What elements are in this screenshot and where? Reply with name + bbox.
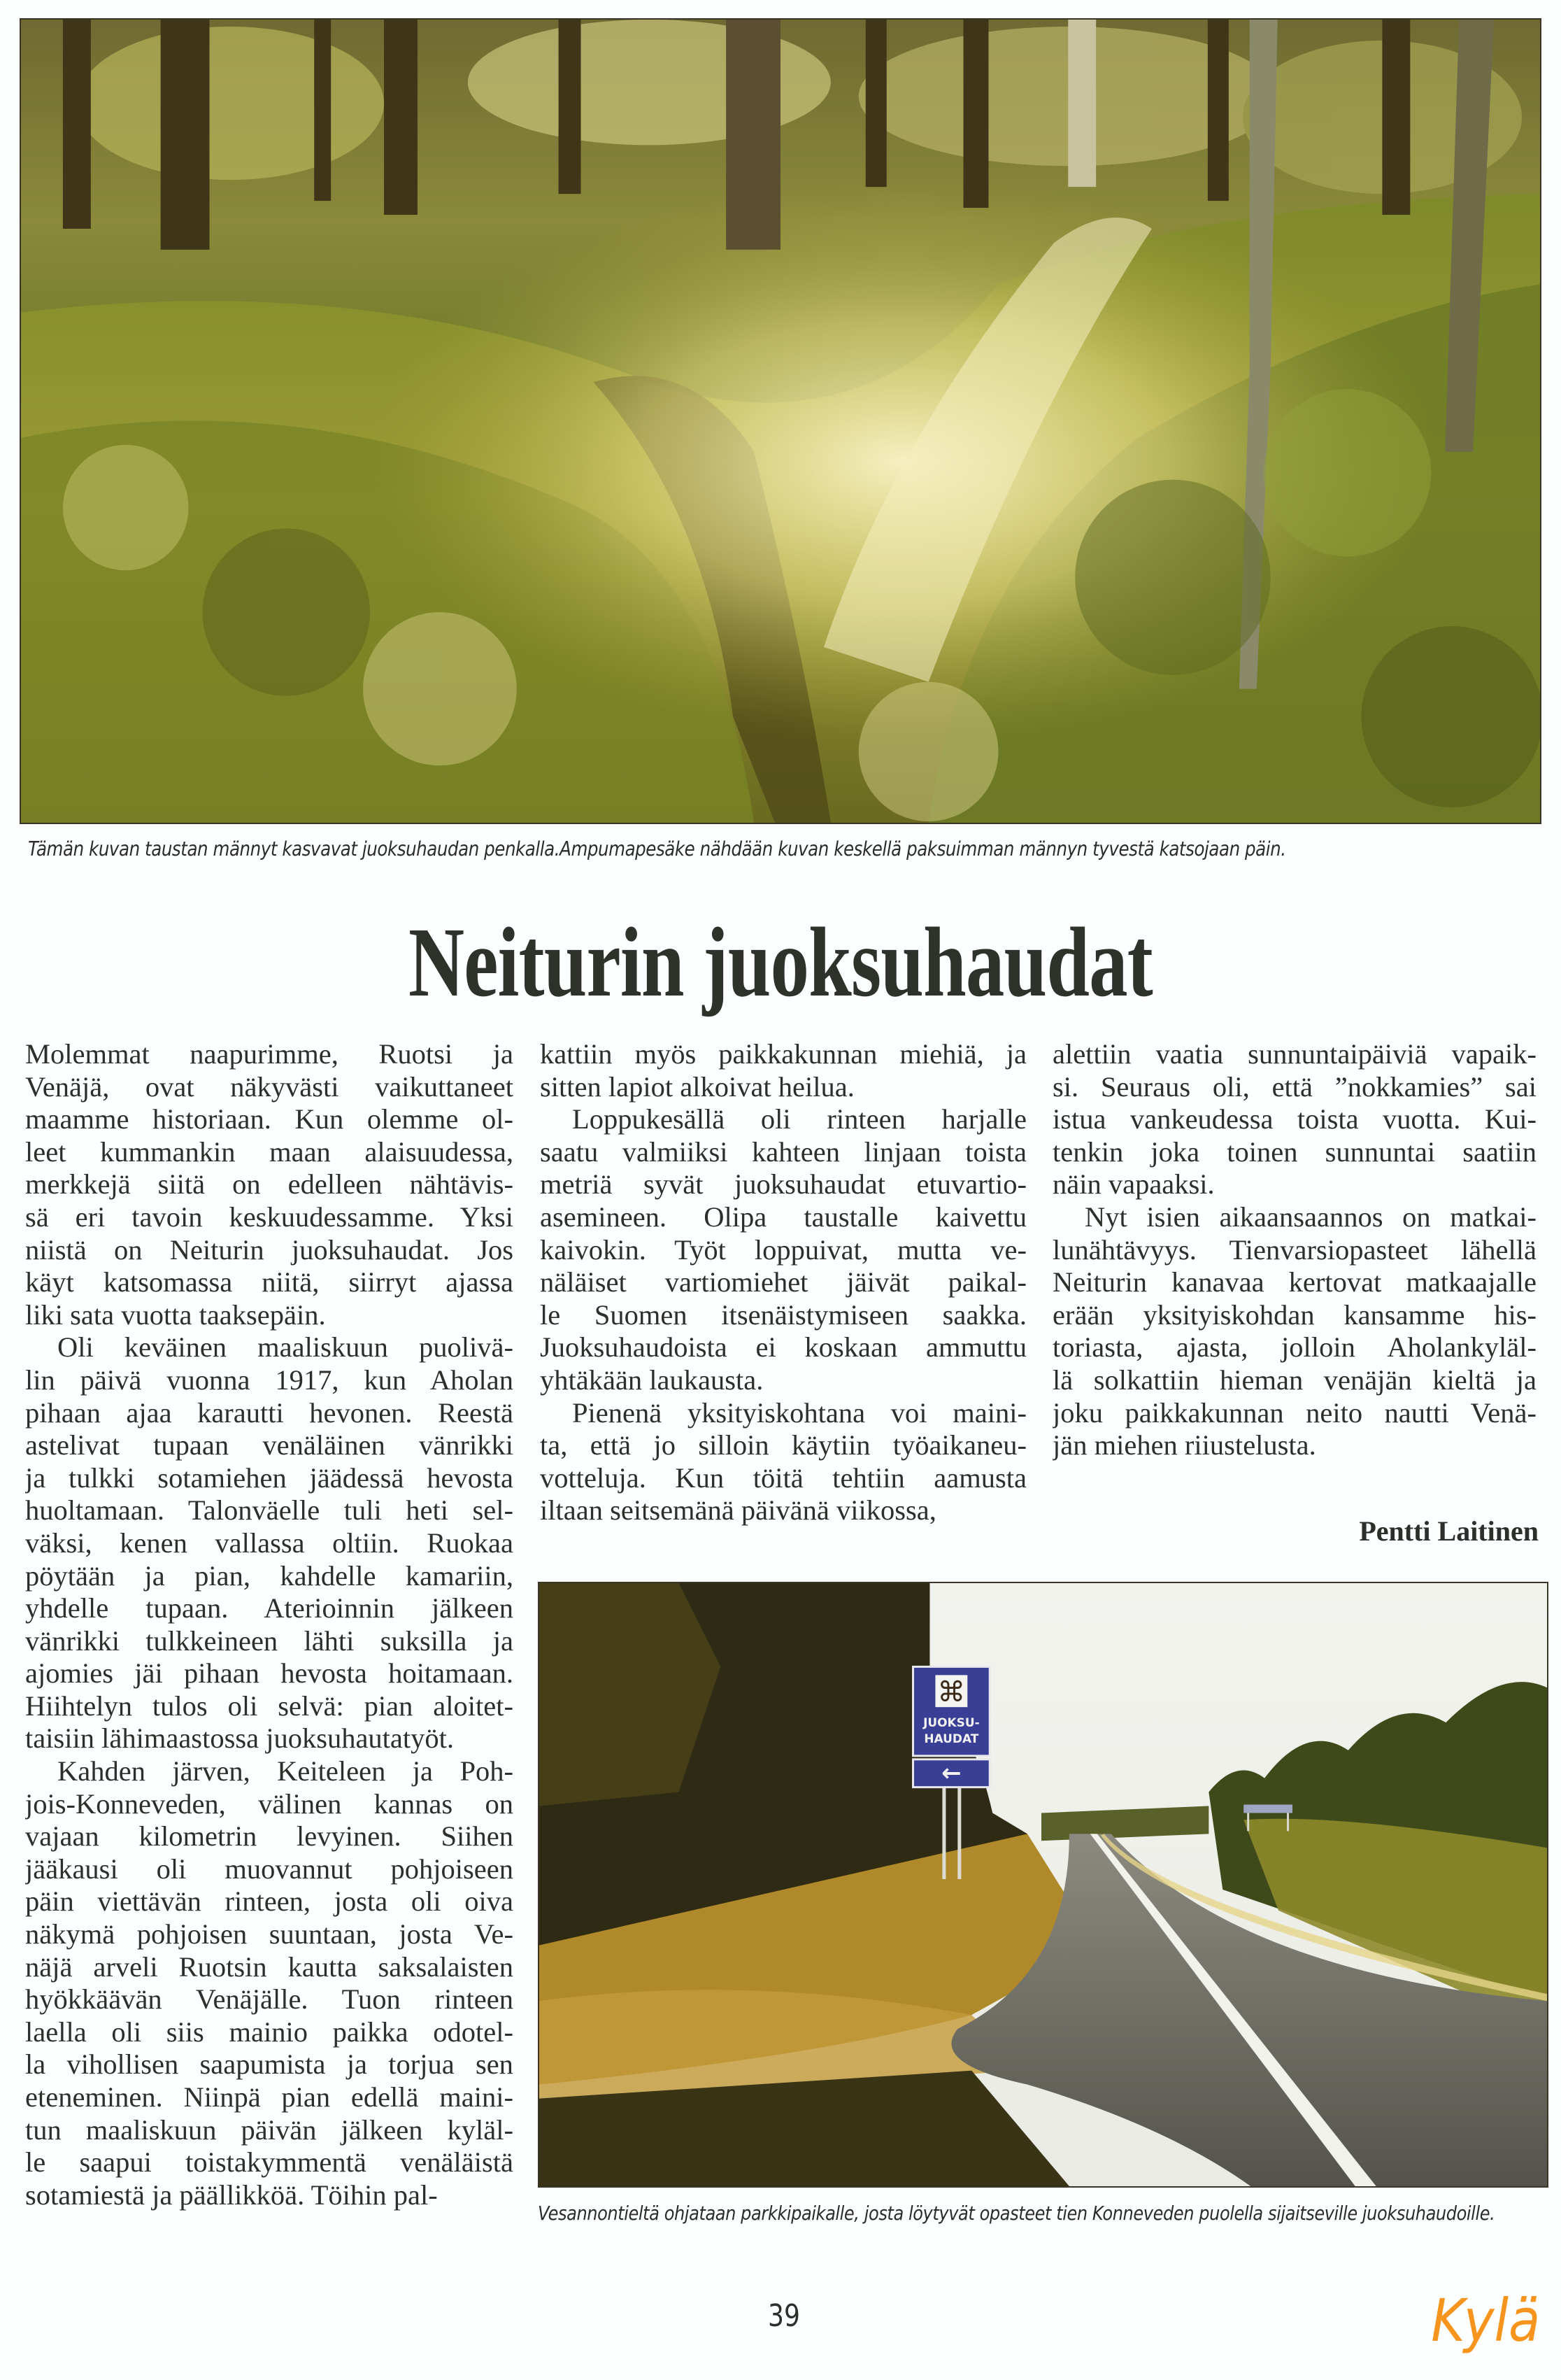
article-text-line: sitten lapiot alkoivat heilua. <box>540 1070 855 1103</box>
article-text-line: tenkin joka toinen sunnuntai saatiin <box>1053 1135 1537 1168</box>
article-paragraph <box>25 1331 515 1755</box>
article-text-line: Juoksuhaudoista ei koskaan ammuttu <box>540 1331 1027 1363</box>
article-text-line: huoltamaan. Talonväelle tuli heti sel- <box>25 1494 513 1527</box>
article-text-line: käyt katsomassa niitä, siirryt ajassa <box>25 1266 513 1298</box>
article-text-line: tun maaliskuun päivän jälkeen kyläl- <box>25 2113 513 2146</box>
article-paragraph <box>25 1038 515 1331</box>
article-text-line: liki sata vuotta taaksepäin. <box>25 1298 326 1331</box>
sign-text-line-1: JUOKSU- <box>923 1715 980 1730</box>
article-text-line: Oli keväinen maaliskuun puolivä- <box>57 1331 513 1363</box>
forest-trench-illustration <box>21 20 1540 823</box>
forest-trench-photo <box>20 18 1541 824</box>
article-text-line: lä solkattiin hieman venäjän kieltä ja <box>1053 1363 1537 1396</box>
road-illustration <box>539 1583 1547 2186</box>
author-byline: Pentti Laitinen <box>1359 1515 1539 1547</box>
article-text-line: votteluja. Kun töitä tehtiin aamusta <box>540 1461 1027 1494</box>
juoksuhaudat-road-sign <box>913 1666 990 1787</box>
article-text-line: Kahden järven, Keiteleen ja Poh- <box>57 1755 513 1787</box>
article-text-line: sä eri tavoin keskuudessamme. Yksi <box>25 1200 513 1233</box>
article-text-line: hyökkäävän Venäjälle. Tuon rinteen <box>25 1983 513 2016</box>
article-text-line: astelivat tupaan venäläinen vänrikki <box>25 1429 513 1461</box>
article-text-line: leet kummankin maan alaisuudessa, <box>25 1135 513 1168</box>
article-text-line: Hiihtelyn tulos oli selvä: pian aloitet- <box>25 1690 513 1722</box>
article-text-line: näläiset vartiomiehet jäivät paikal- <box>540 1266 1027 1298</box>
article-text-line: jois-Konneveden, välinen kannas on <box>25 1787 513 1820</box>
article-text-line: sotamiestä ja päällikköä. Töihin pal- <box>25 2179 438 2211</box>
sightseeing-symbol-icon: ⌘ <box>937 1676 966 1709</box>
article-text-line: Loppukesällä oli rinteen harjalle <box>572 1103 1027 1135</box>
article-text-line: la vihollisen saapumista ja torjua sen <box>25 2048 513 2081</box>
article-text-line: si. Seuraus oli, että ”nokkamies” sai <box>1053 1070 1537 1103</box>
article-text-line: iltaan seitsemänä päivänä viikossa, <box>540 1494 936 1527</box>
article-paragraph <box>1053 1201 1538 1462</box>
article-title-text: Neiturin juoksuhaudat <box>408 907 1153 1017</box>
article-text-line: ja tulkki sotamiehen jäädessä hevosta <box>25 1461 513 1494</box>
article-text-line: maamme historiaan. Kun olemme ol- <box>25 1103 513 1135</box>
article-text-line: merkkejä siitä on edelleen nähtävis- <box>25 1168 513 1200</box>
article-column-3 <box>1053 1038 1538 1462</box>
article-text-line: näin vapaaksi. <box>1053 1168 1215 1200</box>
article-text-line: kaivokin. Työt loppuivat, mutta ve- <box>540 1233 1027 1266</box>
article-text-line: alettiin vaatia sunnuntaipäiviä vapaik- <box>1053 1038 1537 1070</box>
article-text-line: pihaan ajaa karautti hevonen. Reestä <box>25 1396 513 1429</box>
top-photo-caption: Tämän kuvan taustan männyt kasvavat juoksuhaudan penkalla.Ampumapesäke nähdään kuvan keskellä paksuimman männyn tyvestä katsojaan päin. <box>28 837 1286 860</box>
article-text-line: jän miehen riiustelusta. <box>1053 1429 1316 1461</box>
article-paragraph <box>540 1103 1028 1396</box>
article-text-line: le saapui toistakymmentä venäläistä <box>25 2146 513 2179</box>
left-arrow-icon: ← <box>941 1759 962 1787</box>
article-text-line: lin päivä vuonna 1917, kun Aholan <box>25 1363 513 1396</box>
article-text-line: ajomies jäi pihaan hevosta hoitamaan. <box>25 1657 513 1690</box>
article-text-line: Nyt isien aikaansaannos on matkai- <box>1085 1200 1537 1233</box>
sign-text-line-2: HAUDAT <box>924 1731 979 1745</box>
article-text-line: Molemmat naapurimme, Ruotsi ja <box>25 1038 513 1070</box>
article-text-line: joku paikkakunnan neito nautti Venä- <box>1053 1396 1537 1429</box>
kyla-magazine-logo: Kylä <box>1430 2286 1540 2355</box>
article-column-2 <box>540 1038 1028 1527</box>
article-text-line: niistä on Neiturin juoksuhaudat. Jos <box>25 1233 513 1266</box>
article-text-line: Venäjä, ovat näkyvästi vaikuttaneet <box>25 1070 513 1103</box>
article-text-line: toriasta, ajasta, jolloin Aholankyläl- <box>1053 1331 1537 1363</box>
article-text-line: näkymä pohjoisen suuntaan, josta Ve- <box>25 1918 513 1950</box>
article-paragraph <box>1053 1038 1538 1201</box>
article-text-line: yhtäkään laukausta. <box>540 1363 764 1396</box>
article-text-line: väksi, kenen vallassa oltiin. Ruokaa <box>25 1527 513 1559</box>
article-text-line: saatu valmiiksi kahteen linjaan toista <box>540 1135 1027 1168</box>
article-text-line: asemineen. Olipa taustalle kaivettu <box>540 1200 1027 1233</box>
article-title <box>0 907 1561 1017</box>
article-paragraph <box>25 1755 515 2211</box>
road-sign-photo <box>538 1582 1548 2188</box>
bottom-photo-caption: Vesannontieltä ohjataan parkkipaikalle, josta löytyvät opasteet tien Konneveden puolella sijaitseville juoksuhaudoille. <box>538 2202 1495 2225</box>
article-text-line: vänrikki tulkkeineen lähti suksilla ja <box>25 1624 513 1657</box>
article-text-line: päin viettävän rinteen, josta oli oiva <box>25 1885 513 1918</box>
article-text-line: vajaan kilometrin levyinen. Siihen <box>25 1820 513 1853</box>
article-text-line: näjä arveli Ruotsin kautta saksalaisten <box>25 1950 513 1983</box>
article-text-line: Pienenä yksityiskohtana voi maini- <box>572 1396 1027 1429</box>
article-text-line: le Suomen itsenäistymiseen saakka. <box>540 1298 1027 1331</box>
article-text-line: taisiin lähimaastossa juoksuhautatyöt. <box>25 1722 455 1755</box>
article-text-line: erään yksityiskohdan kansamme his- <box>1053 1298 1537 1331</box>
article-column-1 <box>25 1038 515 2211</box>
page-number: 39 <box>768 2298 800 2334</box>
article-text-line: metriä syvät juoksuhaudat etuvartio- <box>540 1168 1027 1200</box>
article-text-line: kattiin myös paikkakunnan miehiä, ja <box>540 1038 1027 1070</box>
article-text-line: Neiturin kanavaa kertovat matkaajalle <box>1053 1266 1537 1298</box>
article-text-line: jääkausi oli muovannut pohjoiseen <box>25 1853 513 1885</box>
article-text-line: lunähtävyys. Tienvarsiopasteet lähellä <box>1053 1233 1537 1266</box>
article-text-line: yhdelle tupaan. Aterioinnin jälkeen <box>25 1592 513 1624</box>
article-text-line: eteneminen. Niinpä pian edellä maini- <box>25 2081 513 2113</box>
article-text-line: laella oli siis mainio paikka odotel- <box>25 2016 513 2048</box>
article-text-line: pöytään ja pian, kahdelle kamariin, <box>25 1559 513 1592</box>
article-text-line: istua vankeudessa toista vuotta. Kui- <box>1053 1103 1537 1135</box>
article-text-line: ta, että jo silloin käytiin työaikaneu- <box>540 1429 1027 1461</box>
article-paragraph <box>540 1038 1028 1103</box>
article-paragraph <box>540 1397 1028 1527</box>
